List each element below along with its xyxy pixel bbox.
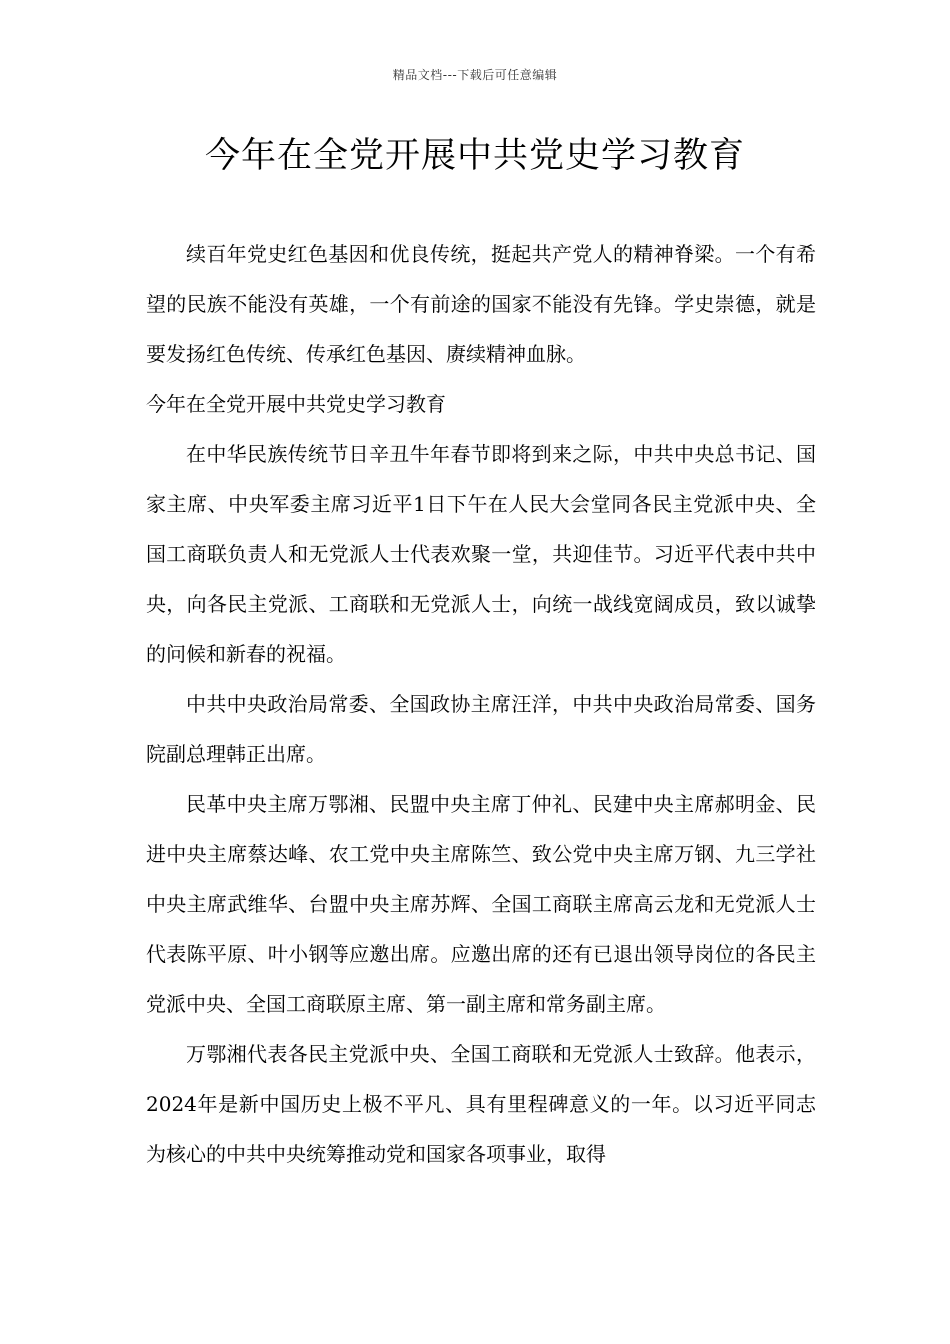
paragraph-attendees: 中共中央政治局常委、全国政协主席汪洋，中共中央政治局常委、国务院副总理韩正出席。: [146, 692, 816, 766]
document-body: [146, 229, 816, 1179]
paragraph-invited-guests: 民革中央主席万鄂湘、民盟中央主席丁仲礼、民建中央主席郝明金、民进中央主席蔡达峰、农工党中央主席陈竺、致公党中央主席万钢、九三学社中央主席武维华、台盟中央主席苏辉、全国工商联主席高云龙和无党派人士代表陈平原、叶小钢等应邀出席。应邀出席的还有已退出领导岗位的各民主党派中央、全国工商联原主席、第一副主席和常务副主席。: [146, 792, 816, 1016]
header-note: 精品文档---下载后可任意编辑: [392, 68, 558, 82]
paragraph-subtitle: 今年在全党开展中共党史学习教育: [146, 392, 446, 416]
paragraph-spring-festival: 在中华民族传统节日辛丑牛年春节即将到来之际，中共中央总书记、国家主席、中央军委主席习近平1日下午在人民大会堂同各民主党派中央、全国工商联负责人和无党派人士代表欢聚一堂，共迎佳节。习近平代表中共中央，向各民主党派、工商联和无党派人士，向统一战线宽阔成员，致以诚挚的问候和新春的祝福。: [146, 442, 816, 666]
paragraph-speech: 万鄂湘代表各民主党派中央、全国工商联和无党派人士致辞。他表示，2024年是新中国历史上极不平凡、具有里程碑意义的一年。以习近平同志为核心的中共中央统筹推动党和国家各项事业，取得: [146, 1042, 816, 1166]
document-title: 今年在全党开展中共党史学习教育: [204, 136, 745, 176]
paragraph-intro: 续百年党史红色基因和优良传统，挺起共产党人的精神脊梁。一个有希望的民族不能没有英雄，一个有前途的国家不能没有先锋。学史崇德，就是要发扬红色传统、传承红色基因、赓续精神血脉。: [146, 242, 816, 366]
